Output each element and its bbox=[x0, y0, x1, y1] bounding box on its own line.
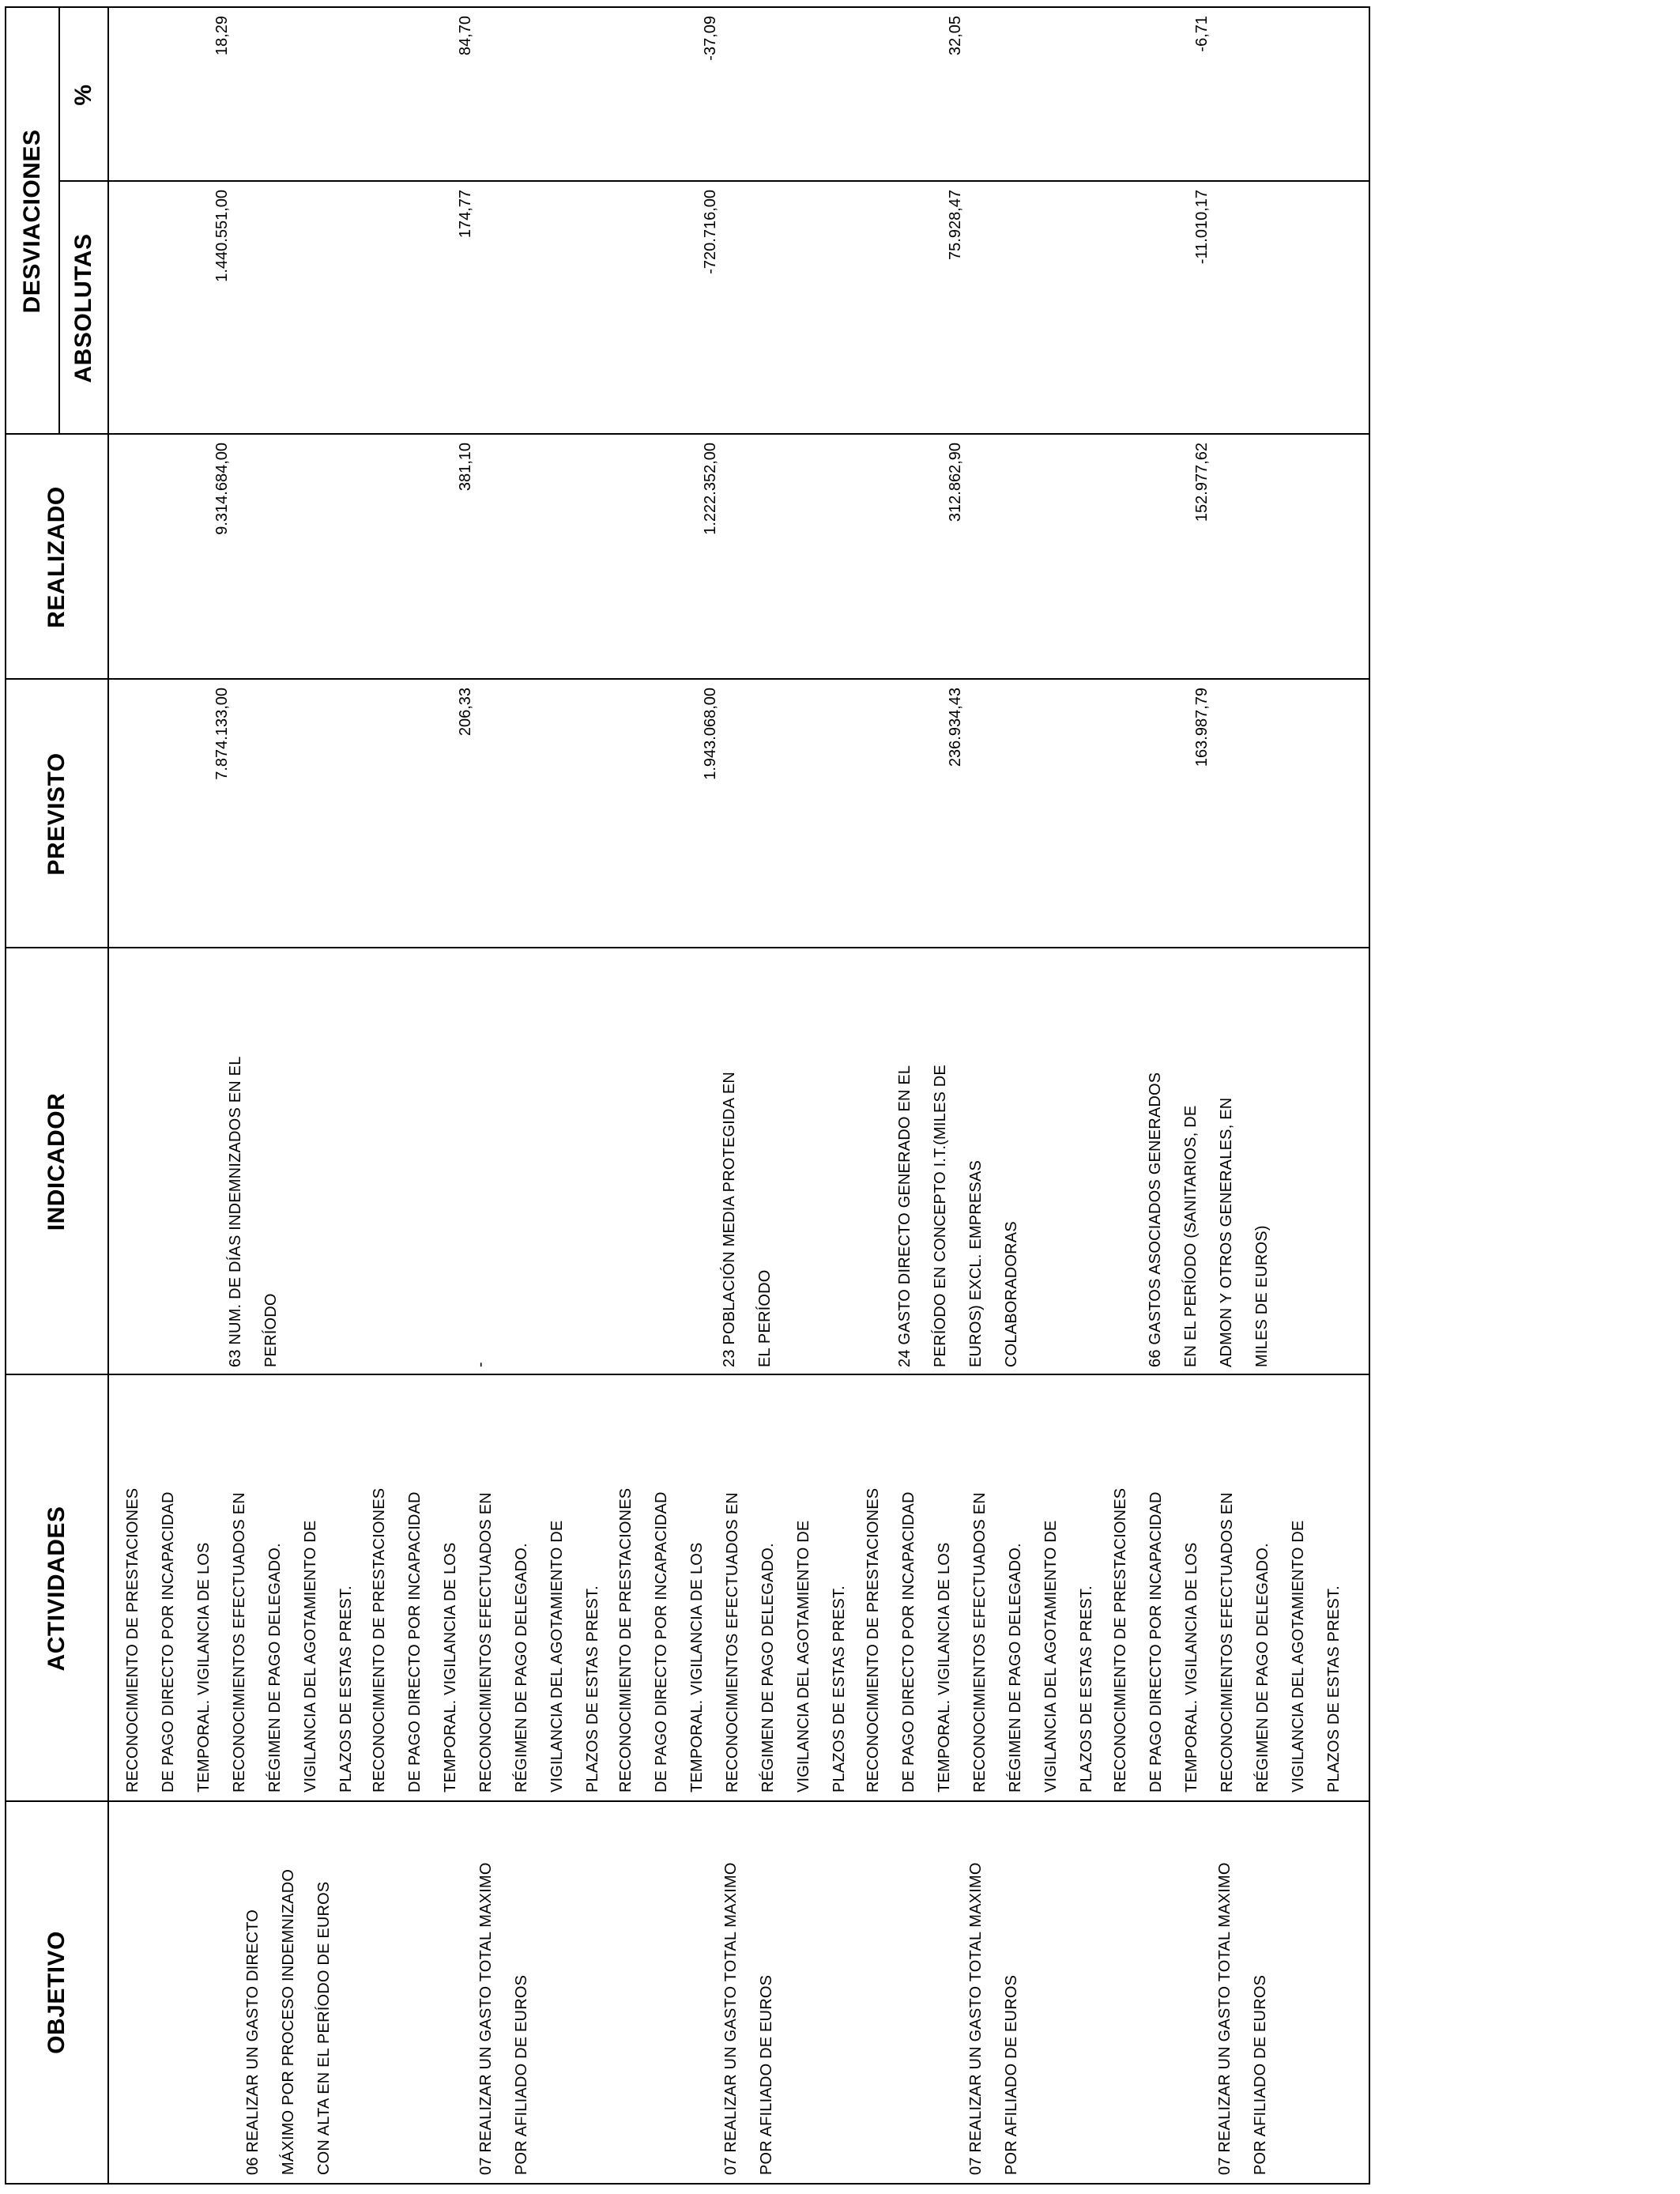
pct-value: 84,70 bbox=[457, 16, 474, 56]
pct-value: -6,71 bbox=[1193, 16, 1211, 52]
column-divider bbox=[60, 180, 1369, 182]
header-absolutas: ABSOLUTAS bbox=[70, 233, 96, 383]
previsto-value: 163.987,79 bbox=[1193, 688, 1211, 767]
previsto-value: 1.943.068,00 bbox=[702, 688, 719, 780]
header-actividades: ACTIVIDADES bbox=[43, 1506, 70, 1672]
actividades-cell: RECONOCIMIENTO DE PRESTACIONES DE PAGO DIRECTO POR INCAPACIDAD TEMPORAL. VIGILANCIA DE LOS RECONOCIMIENTOS EFECTUADOS EN RÉGIMEN DE PAGO DELEGADO. VIGILANCIA DEL AGOTAMIENTO DE PLAZOS DE ESTAS PREST. bbox=[124, 1487, 355, 1793]
objetivo-cell: 07 REALIZAR UN GASTO TOTAL MAXIMO POR AFILIADO DE EUROS bbox=[722, 1862, 775, 2175]
previsto-value: 236.934,43 bbox=[947, 688, 964, 767]
indicador-cell: 23 POBLACIÓN MEDIA PROTEGIDA EN EL PERÍODO bbox=[721, 1071, 774, 1367]
realizado-value: 152.977,62 bbox=[1193, 443, 1211, 522]
objetivo-cell: 06 REALIZAR UN GASTO DIRECTO MÁXIMO POR PROCESO INDEMNIZADO CON ALTA EN EL PERÍODO DE EUROS bbox=[244, 1868, 333, 2175]
indicador-cell: 24 GASTO DIRECTO GENERADO EN EL PERÍODO EN CONCEPTO I.T.(MILES DE EUROS) EXCL. EMPRESAS COLABORADORAS bbox=[896, 1065, 1020, 1367]
realizado-value: 9.314.684,00 bbox=[213, 443, 231, 535]
absolutas-value: -720.716,00 bbox=[702, 190, 719, 274]
column-divider bbox=[6, 947, 1369, 948]
absolutas-value: 1.440.551,00 bbox=[213, 190, 231, 282]
objetivo-cell: 07 REALIZAR UN GASTO TOTAL MAXIMO POR AFILIADO DE EUROS bbox=[477, 1862, 530, 2175]
actividades-cell: RECONOCIMIENTO DE PRESTACIONES DE PAGO DIRECTO POR INCAPACIDAD TEMPORAL. VIGILANCIA DE LOS RECONOCIMIENTOS EFECTUADOS EN RÉGIMEN DE PAGO DELEGADO. VIGILANCIA DEL AGOTAMIENTO DE PLAZOS DE ESTAS PREST. bbox=[371, 1487, 601, 1793]
actividades-cell: RECONOCIMIENTO DE PRESTACIONES DE PAGO DIRECTO POR INCAPACIDAD TEMPORAL. VIGILANCIA DE LOS RECONOCIMIENTOS EFECTUADOS EN RÉGIMEN DE PAGO DELEGADO. VIGILANCIA DEL AGOTAMIENTO DE PLAZOS DE ESTAS PREST. bbox=[864, 1487, 1095, 1793]
header-previsto: PREVISTO bbox=[43, 752, 70, 876]
objetivo-cell: 07 REALIZAR UN GASTO TOTAL MAXIMO POR AFILIADO DE EUROS bbox=[1216, 1862, 1269, 2175]
absolutas-value: 174,77 bbox=[457, 190, 474, 239]
header-pct: % bbox=[70, 84, 96, 106]
header-objetivo: OBJETIVO bbox=[43, 1931, 70, 2054]
indicador-cell: 66 GASTOS ASOCIADOS GENERADOS EN EL PERÍODO (SANITARIOS, DE ADMON Y OTROS GENERALES, EN MILES DE EUROS) bbox=[1147, 1072, 1271, 1367]
absolutas-value: -11.010,17 bbox=[1193, 190, 1211, 265]
realizado-value: 1.222.352,00 bbox=[702, 443, 719, 535]
header-indicador: INDICADOR bbox=[43, 1092, 70, 1231]
pct-value: -37,09 bbox=[702, 16, 719, 61]
actividades-cell: RECONOCIMIENTO DE PRESTACIONES DE PAGO DIRECTO POR INCAPACIDAD TEMPORAL. VIGILANCIA DE LOS RECONOCIMIENTOS EFECTUADOS EN RÉGIMEN DE PAGO DELEGADO. VIGILANCIA DEL AGOTAMIENTO DE PLAZOS DE ESTAS PREST. bbox=[1112, 1487, 1343, 1793]
realizado-value: 312.862,90 bbox=[947, 443, 964, 522]
column-divider bbox=[6, 433, 1369, 435]
realizado-value: 381,10 bbox=[457, 443, 474, 492]
column-divider bbox=[6, 1800, 1369, 1802]
absolutas-value: 75.928,47 bbox=[947, 190, 964, 260]
column-divider bbox=[6, 678, 1369, 680]
indicador-cell: - bbox=[472, 1362, 489, 1367]
previsto-value: 7.874.133,00 bbox=[213, 688, 231, 780]
header-desviaciones: DESVIACIONES bbox=[19, 129, 45, 314]
objetivo-cell: 07 REALIZAR UN GASTO TOTAL MAXIMO POR AFILIADO DE EUROS bbox=[967, 1862, 1020, 2175]
previsto-value: 206,33 bbox=[457, 688, 474, 737]
indicador-cell: 63 NUM. DE DÍAS INDEMNIZADOS EN EL PERÍODO bbox=[227, 1056, 280, 1367]
header-divider bbox=[107, 8, 109, 2183]
header-realizado: REALIZADO bbox=[43, 486, 70, 628]
pct-value: 32,05 bbox=[947, 16, 964, 56]
objectives-table bbox=[5, 6, 1370, 2185]
actividades-cell: RECONOCIMIENTO DE PRESTACIONES DE PAGO DIRECTO POR INCAPACIDAD TEMPORAL. VIGILANCIA DE LOS RECONOCIMIENTOS EFECTUADOS EN RÉGIMEN DE PAGO DELEGADO. VIGILANCIA DEL AGOTAMIENTO DE PLAZOS DE ESTAS PREST. bbox=[617, 1487, 848, 1793]
pct-value: 18,29 bbox=[213, 16, 231, 56]
